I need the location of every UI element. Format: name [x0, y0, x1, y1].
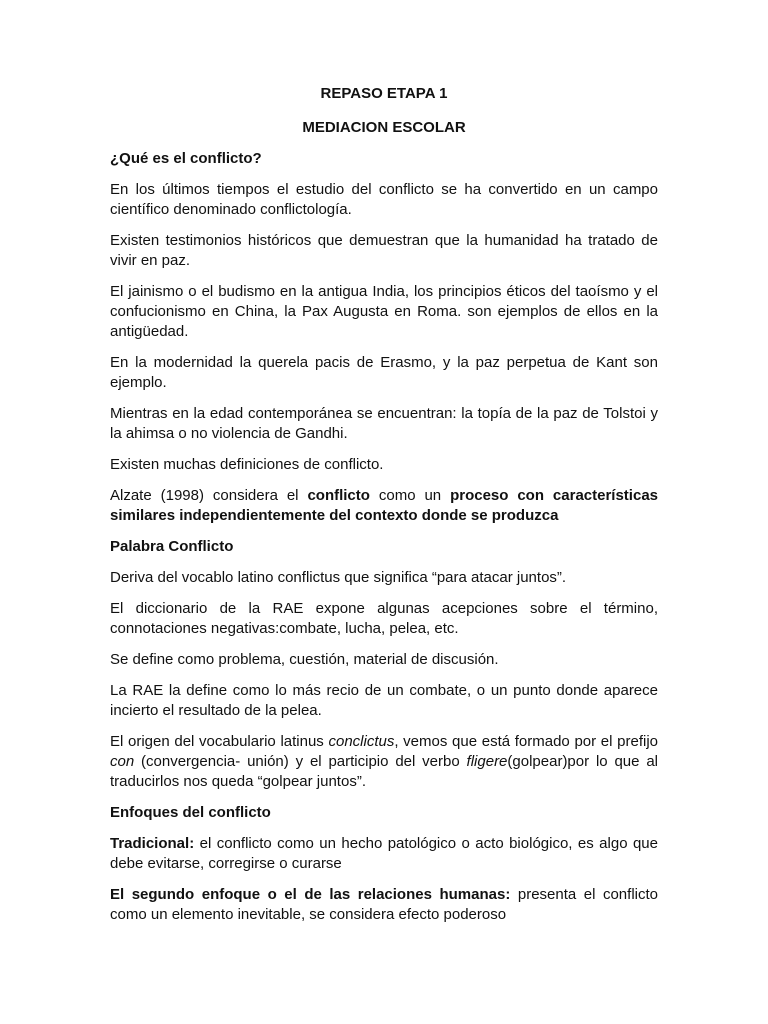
paragraph-alzate	[110, 486, 658, 526]
text-run: (golpear)por lo que al traducirlos nos queda “golpear juntos”.	[110, 753, 659, 790]
section-heading-palabra: Palabra Conflicto	[110, 538, 234, 555]
text-run: el conflicto como un hecho patológico o acto biológico, es algo que debe evitarse, corregirse o curarse	[110, 835, 658, 872]
text-run: , vemos que está formado por el prefijo	[394, 733, 658, 750]
italic-run: conclictus	[328, 733, 395, 750]
paragraph: Se define como problema, cuestión, material de discusión.	[110, 651, 499, 668]
paragraph: La RAE la define como lo más recio de un combate, o un punto donde aparece incierto el resultado de la pelea.	[110, 682, 658, 719]
paragraph-tradicional	[110, 834, 658, 874]
text-run: Alzate (1998) considera el	[110, 487, 308, 504]
document-subtitle: MEDIACION ESCOLAR	[302, 119, 466, 136]
section-heading-enfoques: Enfoques del conflicto	[110, 804, 271, 821]
text-run: presenta el conflicto como un elemento inevitable, se considera efecto poderoso	[110, 886, 658, 923]
bold-run: conflicto	[307, 487, 370, 504]
text-run: El origen del vocabulario latinus	[110, 733, 329, 750]
paragraph: Existen muchas definiciones de conflicto.	[110, 456, 384, 473]
paragraph-segundo-enfoque	[110, 885, 658, 925]
bold-run: proceso con características similares independientemente del contexto donde se produzca	[110, 487, 658, 524]
paragraph: Deriva del vocablo latino conflictus que significa “para atacar juntos”.	[110, 569, 567, 586]
paragraph: El jainismo o el budismo en la antigua India, los principios éticos del taoísmo y el confucionismo en China, la Pax Augusta en Roma. son ejemplos de ellos en la antigüedad.	[110, 283, 658, 340]
paragraph: En la modernidad la querela pacis de Erasmo, y la paz perpetua de Kant son ejemplo.	[110, 354, 658, 391]
italic-run: con	[110, 753, 135, 770]
document-title: REPASO ETAPA 1	[320, 85, 448, 102]
paragraph: El diccionario de la RAE expone algunas acepciones sobre el término, connotaciones negativas:combate, lucha, pelea, etc.	[110, 600, 658, 637]
paragraph-origen	[110, 732, 658, 792]
section-heading-conflicto: ¿Qué es el conflicto?	[110, 150, 262, 167]
italic-run: fligere	[466, 753, 508, 770]
paragraph: En los últimos tiempos el estudio del conflicto se ha convertido en un campo científico denominado conflictología.	[110, 181, 658, 218]
bold-run: El segundo enfoque o el de las relaciones humanas:	[110, 886, 511, 903]
bold-run: Tradicional:	[110, 835, 195, 852]
paragraph: Existen testimonios históricos que demuestran que la humanidad ha tratado de vivir en paz.	[110, 232, 658, 269]
paragraph: Mientras en la edad contemporánea se encuentran: la topía de la paz de Tolstoi y la ahimsa o no violencia de Gandhi.	[110, 405, 658, 442]
text-run: como un	[369, 487, 451, 504]
text-run: (convergencia- unión) y el participio del verbo	[134, 753, 467, 770]
